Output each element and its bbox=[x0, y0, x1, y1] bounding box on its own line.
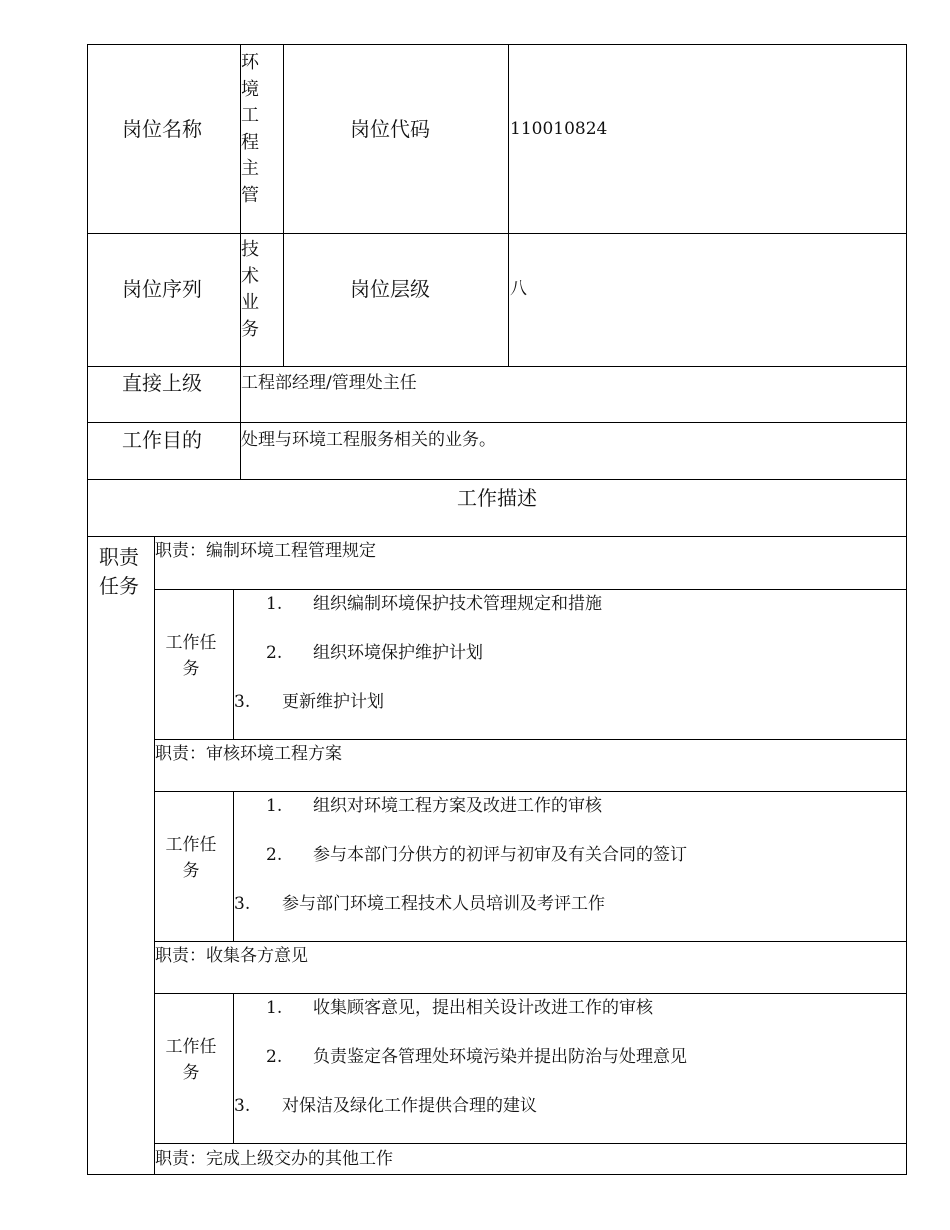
post-code-value: 110010824 bbox=[510, 119, 608, 139]
task-text: 参与本部门分供方的初评与初审及有关合同的签订 bbox=[313, 845, 687, 865]
task-text: 组织对环境工程方案及改进工作的审核 bbox=[313, 796, 602, 816]
superior-value: 工程部经理/管理处主任 bbox=[241, 373, 417, 393]
post-series-value: 技术业务 bbox=[241, 239, 259, 340]
post-name-label: 岗位名称 bbox=[122, 117, 202, 141]
post-level-value: 八 bbox=[510, 279, 527, 299]
task-text: 更新维护计划 bbox=[282, 692, 384, 712]
task-text: 对保洁及绿化工作提供合理的建议 bbox=[282, 1096, 537, 1116]
task-text: 组织编制环境保护技术管理规定和措施 bbox=[313, 594, 602, 614]
task-num: 3. bbox=[234, 894, 251, 914]
task-num: 1. bbox=[266, 998, 283, 1018]
task-num: 1. bbox=[266, 594, 283, 614]
task-text: 负责鉴定各管理处环境污染并提出防治与处理意见 bbox=[313, 1047, 687, 1067]
task-text: 收集顾客意见，提出相关设计改进工作的审核 bbox=[313, 998, 653, 1018]
duty-title: 职责：完成上级交办的其他工作 bbox=[155, 1149, 393, 1169]
task-label: 工作任务 bbox=[165, 1037, 217, 1083]
task-num: 2. bbox=[266, 643, 283, 663]
purpose-label: 工作目的 bbox=[122, 428, 202, 452]
post-series-label: 岗位序列 bbox=[122, 277, 202, 301]
duty-title: 职责：收集各方意见 bbox=[155, 946, 308, 966]
task-num: 2. bbox=[266, 845, 283, 865]
duty-title: 职责：编制环境工程管理规定 bbox=[155, 541, 376, 561]
post-level-label: 岗位层级 bbox=[350, 277, 430, 301]
task-num: 1. bbox=[266, 796, 283, 816]
task-text: 参与部门环境工程技术人员培训及考评工作 bbox=[282, 894, 605, 914]
purpose-value: 处理与环境工程服务相关的业务。 bbox=[241, 430, 496, 450]
task-num: 3. bbox=[234, 1096, 251, 1116]
description-title: 工作描述 bbox=[457, 486, 537, 510]
duty-title: 职责：审核环境工程方案 bbox=[155, 744, 342, 764]
task-num: 3. bbox=[234, 692, 251, 712]
post-code-label: 岗位代码 bbox=[350, 117, 430, 141]
duties-label: 职责任务 bbox=[99, 545, 139, 598]
task-num: 2. bbox=[266, 1047, 283, 1067]
superior-label: 直接上级 bbox=[122, 371, 202, 395]
post-name-value: 环境工程主管 bbox=[241, 52, 259, 206]
task-label: 工作任务 bbox=[165, 633, 217, 679]
task-text: 组织环境保护维护计划 bbox=[313, 643, 483, 663]
task-label: 工作任务 bbox=[165, 835, 217, 881]
